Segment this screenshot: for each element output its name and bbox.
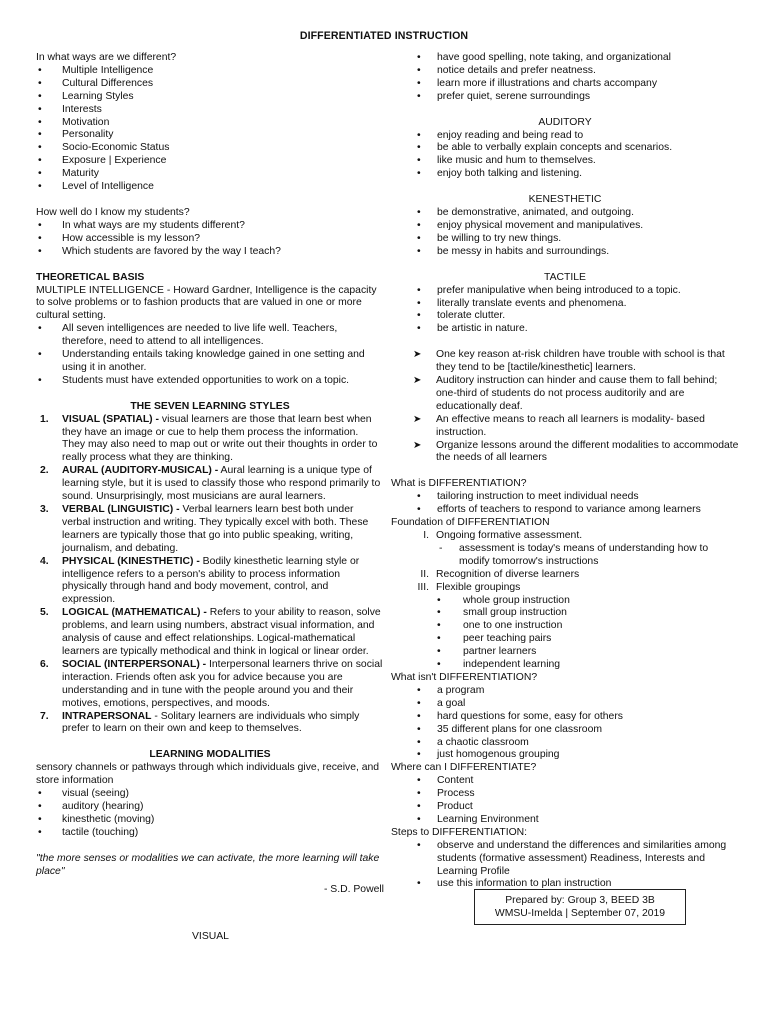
theoretical-basis-list [36,323,384,388]
steps-heading: Steps to DIFFERENTIATION: [391,826,528,838]
list-item: • observe and understand the differences and similarities among students (formative assessment) Readiness, Interests and Learning Profile [391,840,739,879]
list-item: • Maturity [36,168,384,181]
visual-footer-label: VISUAL [192,931,229,942]
foundation-item [391,582,739,595]
list-item: • literally translate events and phenomena. [391,298,739,311]
what-isnt-list [391,685,739,762]
item-text: Ongoing formative assessment. [436,530,583,541]
list-item: • be demonstrative, animated, and outgoing. [391,207,739,220]
style-name: VERBAL (LINGUISTIC) - [62,504,180,515]
list-item: • Understanding entails taking knowledge gained in one setting and using it in another. [36,349,384,375]
arrow-bullet-icon: ➤ [413,375,422,387]
list-item: • Motivation [36,117,384,130]
document-title: DIFFERENTIATED INSTRUCTION [299,30,469,42]
auditory-traits-list [391,130,739,182]
style-text: Aural learning is a unique type of learning style, but it is used to classify those who respond primarily to sound. Unsurprisingly, most musicians are aural learners. [62,465,381,503]
what-is-differentiation: What is DIFFERENTIATION? [391,478,527,490]
steps-list [391,840,739,892]
list-item: • auditory (hearing) [36,801,384,814]
learning-modalities-heading: LEARNING MODALITIES [149,749,271,761]
list-item [391,349,739,375]
arrow-bullet-icon: ➤ [413,439,422,451]
list-item: • tactile (touching) [36,827,384,840]
kinesthetic-heading: KENESTHETIC [528,194,602,206]
item-number: 2. [40,465,49,477]
item-text: Flexible groupings [436,581,521,593]
foundation-item [391,530,739,543]
list-item: • 35 different plans for one classroom [391,724,739,737]
list-item: • Product [391,801,739,814]
visual-traits-list [391,52,739,104]
style-text: Interpersonal learners thrive on social interaction. Friends often ask you for advice because you are understanding and in tune with the people around you and their motives, emotions, perspectives, and moods. [62,658,383,709]
list-item: • Learning Environment [391,814,739,827]
roman-numeral: II. [420,568,429,580]
style-name: INTRAPERSONAL [62,710,152,722]
list-item: • Exposure | Experience [36,155,384,168]
list-item: • a goal [391,698,739,711]
learning-style-item [36,504,384,556]
auditory-heading: AUDITORY [538,116,592,128]
style-name: LOGICAL (MATHEMATICAL) - [62,607,207,619]
learning-style-item [36,607,384,659]
what-isnt-differentiation: What isn't DIFFERENTIATION? [391,671,538,683]
list-item: • notice details and prefer neatness. [391,65,739,78]
left-column [36,52,384,897]
list-item: • independent learning [391,659,739,672]
learning-style-item [36,659,384,711]
list-item: • peer teaching pairs [391,633,739,646]
know-students-list [36,220,384,259]
list-item: • How accessible is my lesson? [36,233,384,246]
list-item: • visual (seeing) [36,788,384,801]
style-name: SOCIAL (INTERPERSONAL) - [62,658,207,670]
flexible-groupings-list [391,595,739,672]
tactile-traits-list [391,285,739,337]
style-name: PHYSICAL (KINESTHETIC) - [62,555,200,567]
style-text: Verbal learners learn best both under verbal instruction and writing. They typically excel with both. These learners are typically those that go into public speaking, writing, journalism, and debating. [62,504,369,554]
list-item: • All seven intelligences are needed to live life well. Teachers, therefore, need to attend to all intelligences. [36,323,384,349]
list-item: • prefer quiet, serene surroundings [391,91,739,104]
item-text: An effective means to reach all learners is modality- based instruction. [436,413,705,438]
foundation-heading: Foundation of DIFFERENTIATION [391,517,550,529]
arrow-bullet-icon: ➤ [413,349,422,361]
list-item: • like music and hum to themselves. [391,155,739,168]
where-differentiate: Where can I DIFFERENTIATE? [391,762,537,774]
arrow-bullet-icon: ➤ [413,413,422,425]
modalities-list [36,788,384,840]
list-item: • just homogenous grouping [391,749,739,762]
item-number: 6. [40,658,49,670]
theoretical-basis-text: MULTIPLE INTELLIGENCE - Howard Gardner, Intelligence is the capacity to solve problems or to fashion products that are valued in one or more cultural setting. [36,284,377,322]
list-item: • enjoy physical movement and manipulatives. [391,220,739,233]
seven-styles-list [36,414,384,737]
learning-style-item [36,556,384,608]
item-number: 5. [40,607,49,619]
what-is-list [391,491,739,517]
list-item: • one to one instruction [391,620,739,633]
key-points-list [391,349,739,465]
style-name: AURAL (AUDITORY-MUSICAL) - [62,465,219,477]
list-item: • Content [391,775,739,788]
list-item: • whole group instruction [391,595,739,608]
style-text: visual learners are those that learn best when they have an image or cue to help them process the information. They may also need to map out or write out their thoughts in order to really process what they are thinking. [62,413,378,464]
list-item: • prefer manipulative when being introduced to a topic. [391,285,739,298]
list-item: • a program [391,685,739,698]
list-item: • hard questions for some, easy for others [391,711,739,724]
item-number: 1. [40,413,49,425]
item-text: One key reason at-risk children have trouble with school is that they tend to be [tactile/kinesthetic] learners. [436,349,725,374]
foundation-subitem: - assessment is today's means of understanding how to modify tomorrow's instructions [439,542,709,567]
list-item: • be able to verbally explain concepts and scenarios. [391,142,739,155]
list-item [391,375,739,414]
prepared-place-date: WMSU-Imelda | September 07, 2019 [494,908,666,919]
roman-numeral: III. [417,581,429,593]
list-item: • In what ways are my students different? [36,220,384,233]
theoretical-basis-heading: THEORETICAL BASIS [36,271,145,283]
foundation-item [391,569,739,582]
differences-list [36,65,384,194]
style-text: Refers to your ability to reason, solve problems, and learn using numbers, abstract visual information, and analysis of cause and effect relationships. Logical-mathematical learners are typically methodical and think in logical or linear order. [62,607,381,657]
item-text: Organize lessons around the different modalities to accommodate the needs of all learners [436,439,739,464]
list-item: • Level of Intelligence [36,181,384,194]
list-item: • Interests [36,104,384,117]
list-item: • be messy in habits and surroundings. [391,246,739,259]
question-know-students: How well do I know my students? [36,206,190,218]
list-item: • Multiple Intelligence [36,65,384,78]
list-item: • small group instruction [391,607,739,620]
style-text: - Solitary learners are individuals who simply prefer to learn on their own and keep to themselves. [62,710,360,735]
powell-quote: "the more senses or modalities we can activate, the more learning will take place" [36,852,380,877]
right-column [391,52,739,891]
list-item: • be artistic in nature. [391,323,739,336]
item-text: Recognition of diverse learners [436,568,580,580]
list-item: • tolerate clutter. [391,310,739,323]
tactile-heading: TACTILE [544,271,586,283]
list-item: • Socio-Economic Status [36,142,384,155]
question-how-different: In what ways are we different? [36,52,177,63]
list-item: • enjoy reading and being read to [391,130,739,143]
list-item: • Personality [36,129,384,142]
learning-style-item [36,711,384,737]
list-item: • use this information to plan instruction [391,878,739,891]
style-text: Bodily kinesthetic learning style or intelligence refers to a person's ability to process information physically through hand and body movement, control, and expression. [62,555,360,606]
item-text: Auditory instruction can hinder and cause them to fall behind; one-third of students do not process auditorily and are educationally deaf. [436,375,718,412]
style-name: VISUAL (SPATIAL) - [62,413,159,425]
seven-styles-heading: THE SEVEN LEARNING STYLES [130,400,290,412]
quote-author: - S.D. Powell [323,884,384,896]
list-item [391,440,739,466]
list-item: • Cultural Differences [36,78,384,91]
list-item: • partner learners [391,646,739,659]
where-list [391,775,739,827]
kinesthetic-traits-list [391,207,739,259]
list-item: • Which students are favored by the way I teach? [36,246,384,259]
prepared-by: Prepared by: Group 3, BEED 3B [505,895,655,906]
list-item: • enjoy both talking and listening. [391,168,739,181]
list-item: • a chaotic classroom [391,737,739,750]
learning-style-item [36,465,384,504]
list-item: • be willing to try new things. [391,233,739,246]
prepared-by-box [474,889,686,925]
roman-numeral: I. [423,530,429,541]
learning-modalities-text: sensory channels or pathways through which individuals give, receive, and store information [36,762,380,787]
list-item: • have good spelling, note taking, and organizational [391,52,739,65]
list-item: • learn more if illustrations and charts accompany [391,78,739,91]
item-text: assessment is today's means of understanding how to modify tomorrow's instructions [459,542,709,567]
item-number: 4. [40,555,49,567]
list-item: • Students must have extended opportunities to work on a topic. [36,375,384,388]
list-item: • tailoring instruction to meet individual needs [391,491,739,504]
learning-style-item [36,414,384,466]
list-item: • Learning Styles [36,91,384,104]
list-item: • kinesthetic (moving) [36,814,384,827]
list-item [391,414,739,440]
item-number: 3. [40,504,49,515]
list-item: • efforts of teachers to respond to variance among learners [391,504,739,517]
list-item: • Process [391,788,739,801]
item-number: 7. [40,710,49,722]
